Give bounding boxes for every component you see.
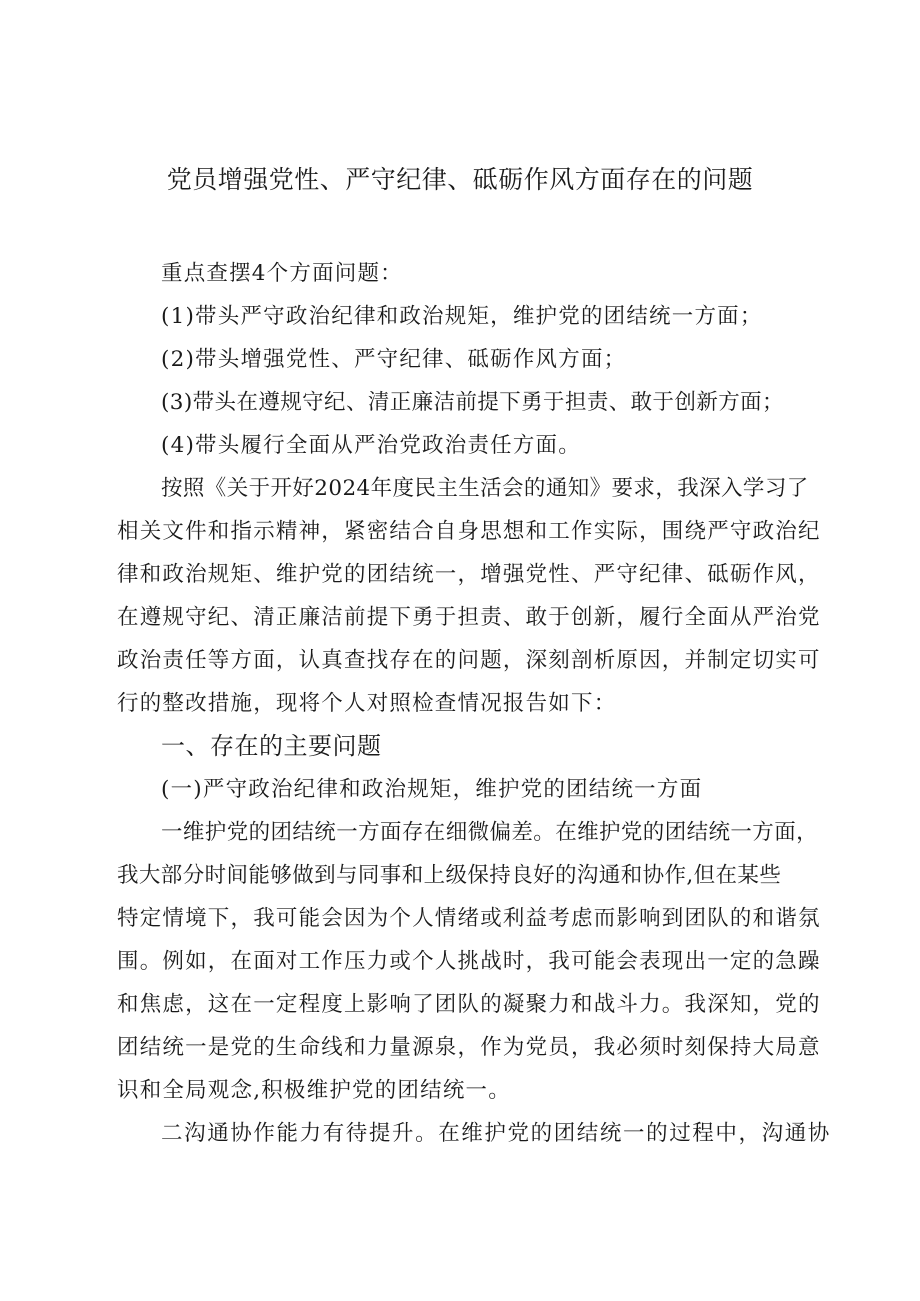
paragraph-line: (3)带头在遵规守纪、清正廉洁前提下勇于担责、敢于创新方面； [161,390,784,415]
paragraph-line: 在遵规守纪、清正廉洁前提下勇于担责、敢于创新，履行全面从严治党 [117,605,821,630]
paragraph-line: 按照《关于开好2024年度民主生活会的通知》要求，我深入学习了 [161,476,809,501]
paragraph-line: (2)带头增强党性、严守纪律、砥砺作风方面； [161,347,627,372]
document-body [117,252,837,1155]
paragraph-line: 一维护党的团结统一方面存在细微偏差。在维护党的团结统一方面， [161,820,819,845]
subsection-heading: (一)严守政治纪律和政治规矩，维护党的团结统一方面 [161,777,703,802]
paragraph-line: 我大部分时间能够做到与同事和上级保持良好的沟通和协作,但在某些 [117,863,782,888]
paragraph-line: (4)带头履行全面从严治党政治责任方面。 [161,433,581,458]
paragraph-line: 识和全局观念,积极维护党的团结统一。 [117,1078,511,1103]
paragraph-line: 二沟通协作能力有待提升。在维护党的团结统一的过程中，沟通协 [161,1121,831,1146]
paragraph-line: 相关文件和指示精神，紧密结合自身思想和工作实际，围绕严守政治纪 [117,519,821,544]
paragraph-line: 政治责任等方面，认真查找存在的问题，深刻剖析原因，并制定切实可 [117,648,821,673]
paragraph-line: 和焦虑，这在一定程度上影响了团队的凝聚力和战斗力。我深知，党的 [117,992,821,1017]
paragraph-line: 特定情境下，我可能会因为个人情绪或利益考虑而影响到团队的和谐氛 [117,906,821,931]
paragraph-line: 律和政治规矩、维护党的团结统一，增强党性、严守纪律、砥砺作风， [117,562,821,587]
paragraph-line: 行的整改措施，现将个人对照检查情况报告如下： [117,691,617,716]
paragraph-line: 围。例如，在面对工作压力或个人挑战时，我可能会表现出一定的急躁 [117,949,821,974]
document-title: 党员增强党性、严守纪律、砥砺作风方面存在的问题 [166,165,754,194]
section-heading: 一、存在的主要问题 [161,732,382,760]
paragraph-line: (1)带头严守政治纪律和政治规矩，维护党的团结统一方面； [161,304,763,329]
paragraph-line: 团结统一是党的生命线和力量源泉，作为党员，我必须时刻保持大局意 [117,1035,821,1060]
paragraph-line: 重点查摆4个方面问题： [161,261,403,286]
